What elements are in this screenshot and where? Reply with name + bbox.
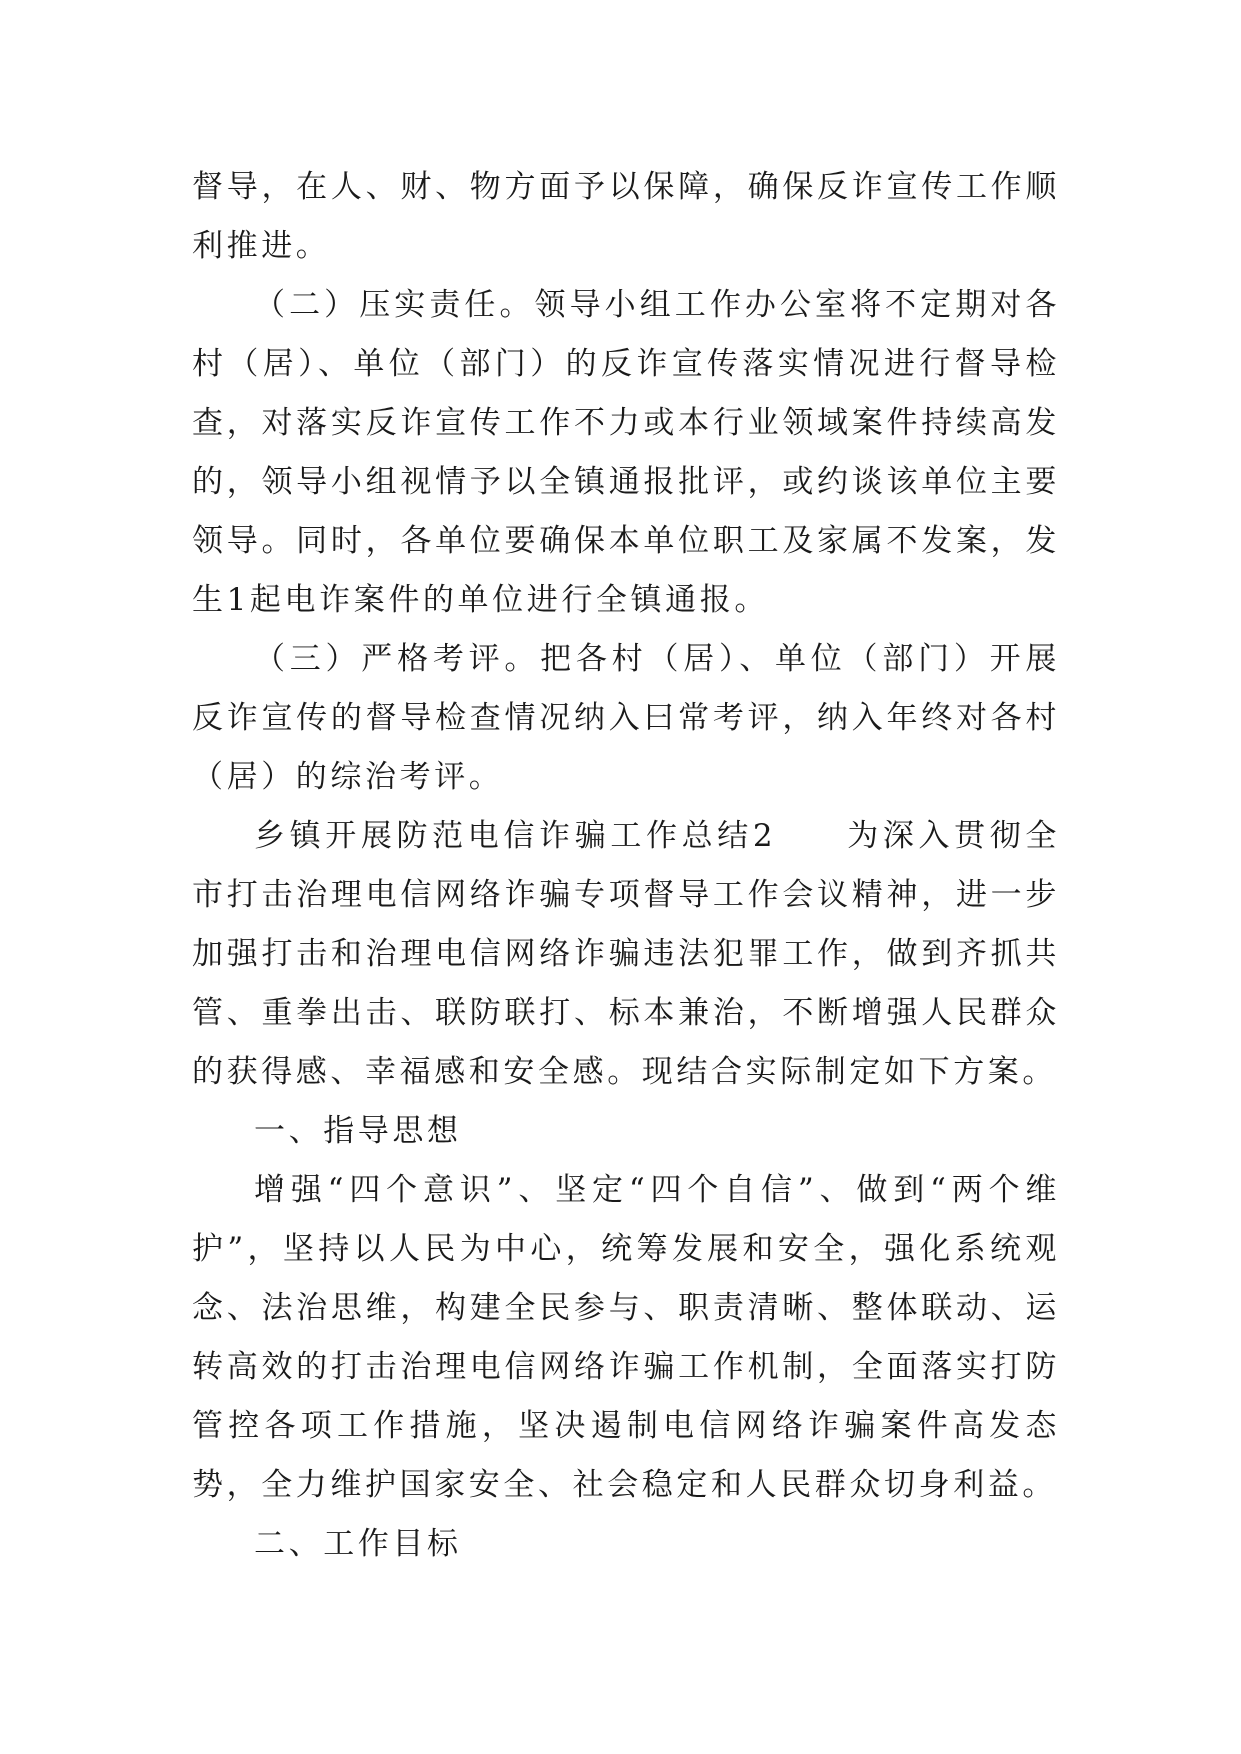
paragraph-summary-2	[192, 807, 1060, 1102]
paragraph-responsibility: （二）压实责任。领导小组工作办公室将不定期对各村（居）、单位（部门）的反诈宣传落实情况进行督导检查，对落实反诈宣传工作不力或本行业领域案件持续高发的，领导小组视情予以全镇通报批评，或约谈该单位主要领导。同时，各单位要确保本单位职工及家属不发案，发生1起电诈案件的单位进行全镇通报。	[192, 287, 1060, 618]
paragraph-guiding-ideology: 增强“四个意识”、坚定“四个自信”、做到“两个维护”，坚持以人民为中心，统筹发展和安全，强化系统观念、法治思维，构建全民参与、职责清晰、整体联动、运转高效的打击治理电信网络诈骗工作机制，全面落实打防管控各项工作措施，坚决遏制电信网络诈骗案件高发态势，全力维护国家安全、社会稳定和人民群众切身利益。	[192, 1172, 1060, 1503]
summary-title: 乡镇开展防范电信诈骗工作总结2	[254, 818, 777, 854]
paragraph-evaluation: （三）严格考评。把各村（居）、单位（部门）开展反诈宣传的督导检查情况纳入曰常考评，纳入年终对各村（居）的综治考评。	[192, 641, 1060, 795]
paragraph-guarantee: 督导，在人、财、物方面予以保障，确保反诈宣传工作顺利推进。	[192, 169, 1060, 264]
summary-body: 为深入贯彻全市打击治理电信网络诈骗专项督导工作会议精神，进一步加强打击和治理电信网络诈骗违法犯罪工作，做到齐抓共管、重拳出击、联防联打、标本兼治，不断增强人民群众的获得感、幸福感和安全感。现结合实际制定如下方案。	[192, 818, 1060, 1090]
heading-guiding-ideology: 一、指导思想	[254, 1113, 462, 1149]
heading-work-goals: 二、工作目标	[254, 1526, 462, 1562]
document-body	[192, 158, 1060, 1574]
